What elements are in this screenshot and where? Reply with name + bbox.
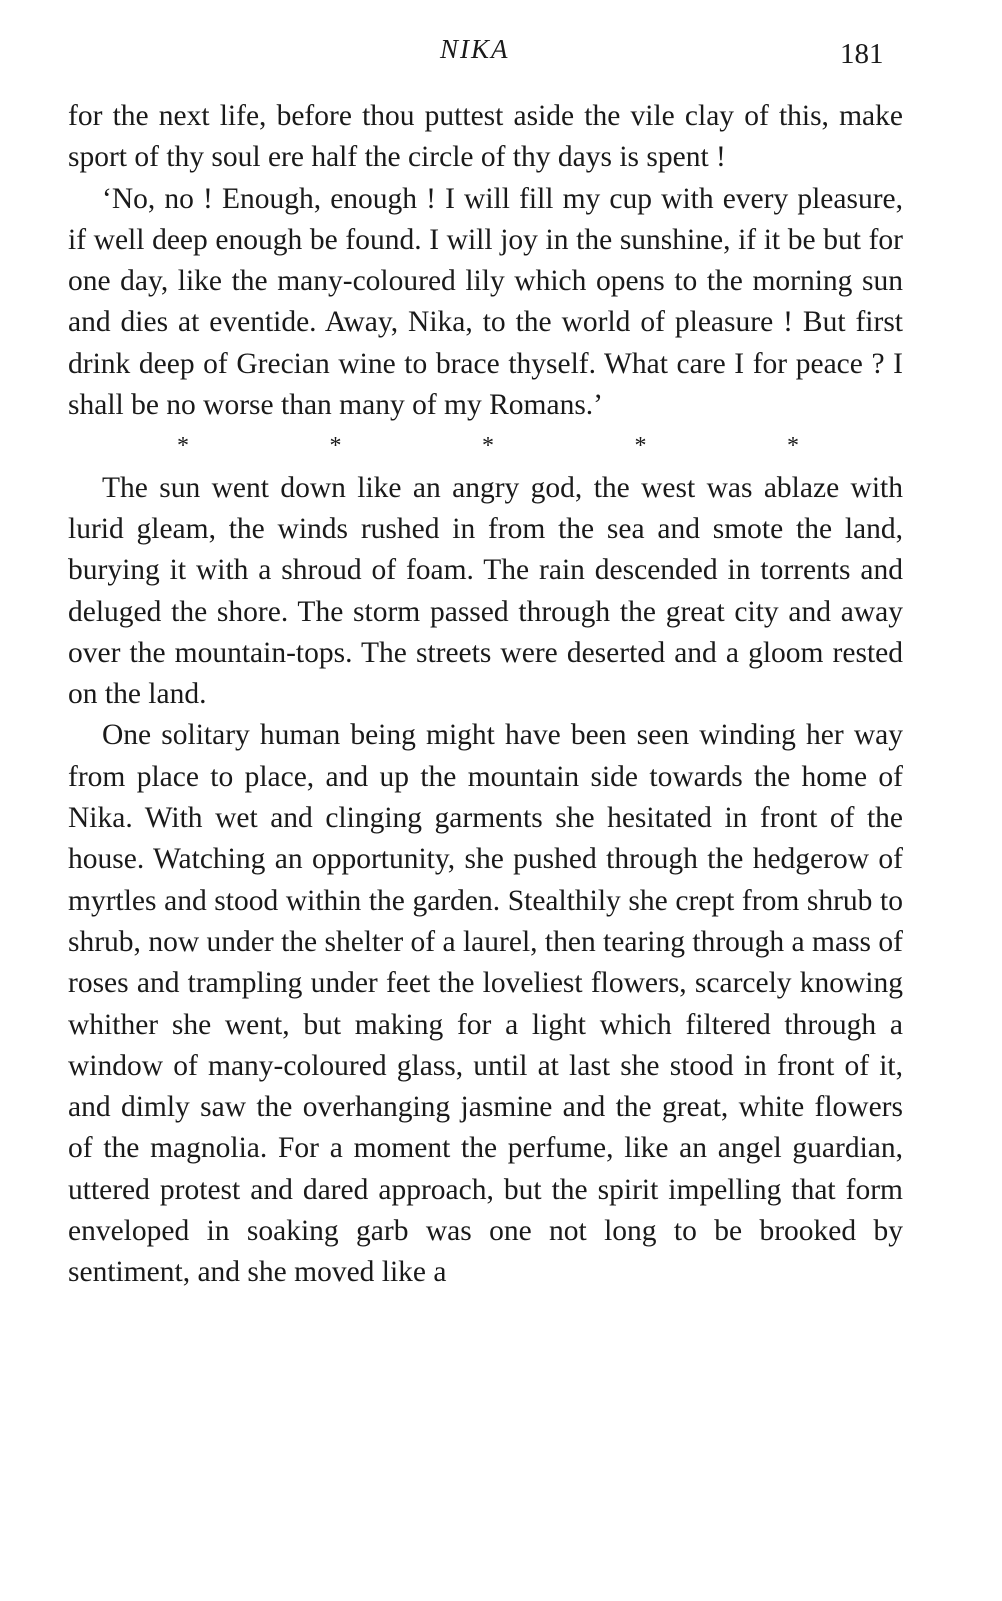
paragraph-solitary-figure: One solitary human being might have been seen winding her way from place to place, and up the mountain side towards the home of Nika. With wet and clinging garments she hesitated in front of the house. Watching an opportunity, she pushed through the hedgerow of myrtles and stood within the garden. Stealthily she crept from shrub to shrub, now under the shelter of a laurel, then tearing through a mass of roses and trampling under feet the loveliest flowers, scarcely knowing whither she went, but making for a light which filtered through a window of many-coloured glass, until at last she stood in front of it, and dimly saw the overhanging jasmine and the great, white flowers of the magnolia. For a moment the perfume, like an angel guardian, uttered protest and dared approach, but the spirit impelling that form enveloped in soaking garb was one not long to be brooked by sentiment, and she moved like a: [68, 719, 903, 1289]
paragraph-nika-speech: ‘No, no ! Enough, enough ! I will fill my cup with every pleasure, if well deep enough be found. I will joy in the sunshine, if it be but for one day, like the many-coloured lily which opens to the morning sun and dies at eventide. Away, Nika, to the world of pleasure ! But first drink deep of Grecian wine to brace thyself. What care I for peace ? I shall be no worse than many of my Romans.’: [68, 182, 903, 422]
section-break: [173, 426, 803, 467]
section-break-star: *: [787, 433, 799, 460]
page-number: 181: [840, 38, 884, 70]
body-text: [68, 96, 903, 1294]
paragraph-storm: The sun went down like an angry god, the west was ablaze with lurid gleam, the winds rushed in from the sea and smote the land, burying it with a shroud of foam. The rain descended in torrents and deluged the shore. The storm passed through the great city and away over the mountain-tops. The streets were deserted and a gloom rested on the land.: [68, 471, 903, 711]
section-break-star: *: [177, 433, 189, 460]
section-break-star: *: [482, 433, 494, 460]
paragraph-continued: for the next life, before thou puttest aside the vile clay of this, make sport of thy soul ere half the circle of thy days is spent !: [68, 100, 903, 174]
running-title: NIKA: [440, 34, 510, 64]
running-head: [0, 30, 1002, 70]
section-break-star: *: [329, 433, 342, 460]
section-break-star: *: [634, 433, 647, 460]
